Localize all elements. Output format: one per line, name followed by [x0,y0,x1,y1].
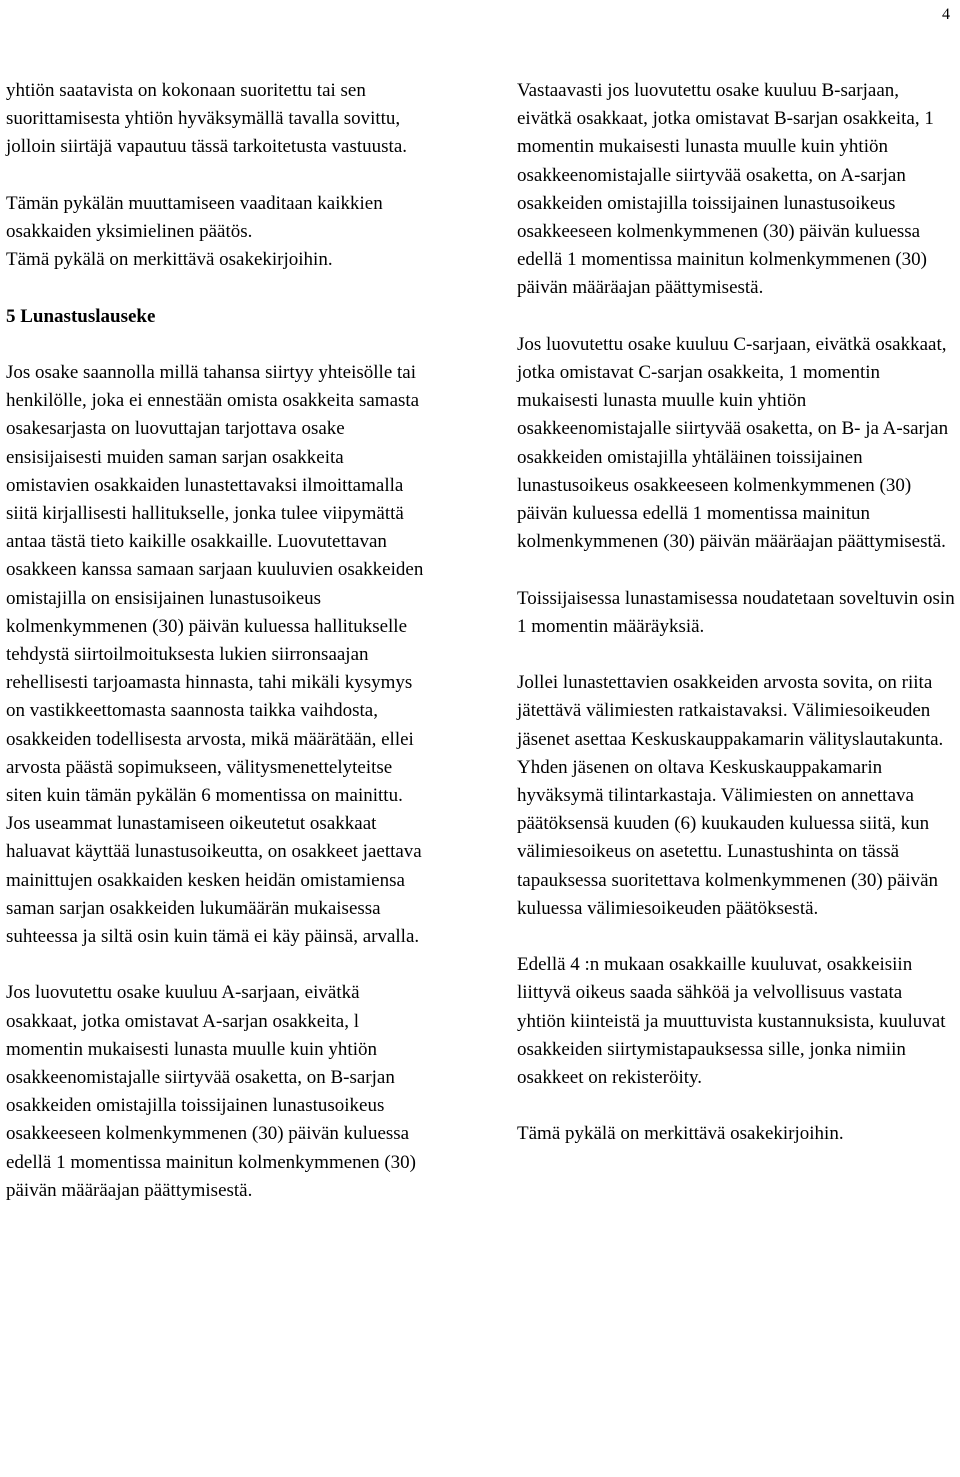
paragraph-b-series: Vastaavasti jos luovutettu osake kuuluu B-sarjaan, eivätkä osakkaat, jotka omistavat B-sarjan osakkeita, 1 momentin mukaisesti lunasta muulle kuin yhtiön osakkeenomistajalle siirtyvää osaketta, on A-sarjan osakkeiden omistajilla toissijainen lunastusoikeus osakkeeseen kolmenkymmenen (30) päivän kuluessa edellä 1 momentissa mainitun kolmenkymmenen (30) päivän määräajan päättymisestä. [517,80,934,299]
left-column [6,77,430,1233]
paragraph-settlement: yhtiön saatavista on kokonaan suoritettu tai sen suorittamisesta yhtiön hyväksymällä tavalla sovittu, jolloin siirtäjä vapautuu tässä tarkoitetusta vastuusta. [6,80,408,158]
paragraph-share-book-note: Tämä pykälä on merkittävä osakekirjoihin. [6,249,333,271]
right-column [517,77,955,1177]
paragraph-redemption-clause: Jos osake saannolla millä tahansa siirtyy yhteisölle tai henkilölle, joka ei ennestään omista osakkeita samasta osakesarjasta on luovuttajan tarjottava osake ensisijaisesti muiden saman sarjan osakkeita omistavien osakkaiden lunastettavaksi ilmoittamalla siitä kirjallisesti hallitukselle, jonka tulee viipymättä antaa tästä tieto kaikille osakkaille. Luovutettavan osakkeen kanssa samaan sarjaan kuuluvien osakkeiden omistajilla on ensisijainen lunastusoikeus kolmenkymmenen (30) päivän kuluessa hallitukselle tehdystä siirtoilmoituksesta lukien siirronsaajan rehellisesti tarjoamasta hinnasta, tahi mikäli kysymys on vastikkeettomasta saannosta taikka vaihdosta, osakkeiden todellisesta arvosta, mikä määrätään, ellei arvosta päästä sopimukseen, välitysmenettelyteitse siten kuin tämän pykälän 6 momentissa on mainittu. Jos useammat lunastamiseen oikeutetut osakkaat haluavat käyttää lunastusoikeutta, on osakkeet jaettava mainittujen osakkaiden kesken heidän omistamiensa saman sarjan osakkeiden lukumäärän mukaisessa suhteessa ja siltä osin kuin tämä ei käy päinsä, arvalla. [6,361,424,948]
page-number: 4 [942,6,950,23]
paragraph-c-series: Jos luovutettu osake kuuluu C-sarjaan, eivätkä osakkaat, jotka omistavat C-sarjan osakkeita, 1 momentin mukaisesti lunasta muulle kuin yhtiön osakkeenomistajalle siirtyvää osaketta, on B- ja A-sarjan osakkeiden omistajilla yhtäläinen toissijainen lunastusoikeus osakkeeseen kolmenkymmenen (30) päivän kuluessa edellä 1 momentissa mainitun kolmenkymmenen (30) päivän määräajan päättymisestä. [517,333,949,553]
section-heading: 5 Lunastuslauseke [6,305,156,327]
paragraph-secondary-redemption: Toissijaisessa lunastamisessa noudatetaan soveltuvin osin 1 momentin määräyksiä. [517,587,955,637]
paragraph-electricity-rights: Edellä 4 :n mukaan osakkaille kuuluvat, osakkeisiin liittyvä oikeus saada sähköä ja velvollisuus vastata yhtiön kiinteistä ja muuttuvista kustannuksista, kuuluvat osakkeiden siirtymistapauksessa sille, jonka nimiin osakkeet on rekisteröity. [517,954,946,1089]
paragraph-amendment: Tämän pykälän muuttamiseen vaaditaan kaikkien osakkaiden yksimielinen päätös. [6,192,383,242]
paragraph-a-series: Jos luovutettu osake kuuluu A-sarjaan, eivätkä osakkaat, jotka omistavat A-sarjan osakkeita, l momentin mukaisesti lunasta muulle kuin yhtiön osakkeenomistajalle siirtyvää osaketta, on B-sarjan osakkeiden omistajilla toissijainen lunastusoikeus osakkeeseen kolmenkymmenen (30) päivän kuluessa edellä 1 momentissa mainitun kolmenkymmenen (30) päivän määräajan päättymisestä. [6,982,416,1201]
paragraph-arbitration: Jollei lunastettavien osakkeiden arvosta sovita, on riita jätettävä välimiesten ratkaistavaksi. Välimiesoikeuden jäsenet asettaa Keskuskauppakamarin välityslautakunta. Yhden jäsenen on oltava Keskuskauppakamarin hyväksymä tilintarkastaja. Välimiesten on annettava päätöksensä kuuden (6) kuukauden kuluessa siitä, kun välimiesoikeus on asetettu. Lunastushinta on tässä tapauksessa suoritettava kolmenkymmenen (30) päivän kuluessa välimiesoikeuden päätöksestä. [517,672,944,919]
paragraph-share-book-note-2: Tämä pykälä on merkittävä osakekirjoihin. [517,1123,844,1145]
